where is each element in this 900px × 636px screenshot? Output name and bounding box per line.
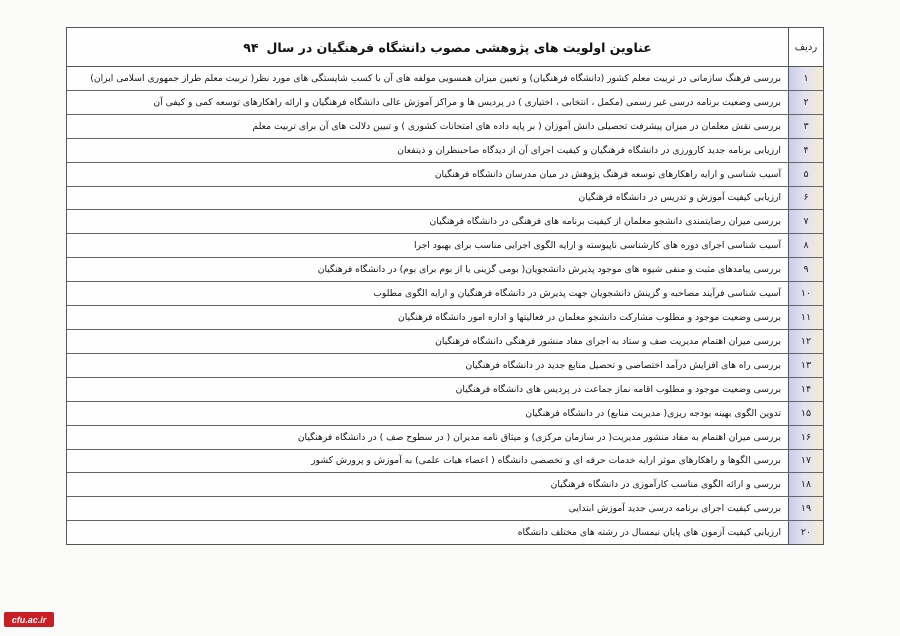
table-row [67, 426, 823, 450]
row-number: ۶ [788, 187, 823, 210]
row-number: ۱۵ [788, 402, 823, 425]
row-number: ۱۴ [788, 378, 823, 401]
row-number: ۳ [788, 115, 823, 138]
table-row [67, 521, 823, 544]
table-row [67, 210, 823, 234]
row-title: ارزيابی برنامه جديد كارورزی در دانشگاه فرهنگيان و كيفيت اجرای آن از ديدگاه صاحبنظران و ذينفعان [397, 144, 781, 156]
row-title: بررسی كيفيت اجرای برنامه درسی جديد آموزش ابتدايی [568, 503, 781, 515]
table-row [67, 354, 823, 378]
table-row [67, 115, 823, 139]
row-title: بررسی راه های افزايش درآمد اختصاصی و تحصيل منابع جديد در دانشگاه فرهنگيان [465, 359, 781, 371]
row-title: بررسی وضعيت برنامه درسی غير رسمی (مكمل ، انتخابی ، اختياری ) در پرديس ها و مراكز آموزش عالی دانشگاه فرهنگيان و ارائه راهكارهای توسعه كمی و كيفی آن [153, 96, 781, 108]
row-number: ۴ [788, 139, 823, 162]
row-title: بررسی وضعيت موجود و مطلوب اقامه نماز جماعت در پرديس های دانشگاه فرهنگيان [455, 383, 781, 395]
row-number: ۱۹ [788, 497, 823, 520]
row-title: ارزيابی كيفيت آموزش و تدريس در دانشگاه فرهنگيان [578, 192, 781, 204]
table-row [67, 139, 823, 163]
table-body [67, 67, 823, 544]
table-row [67, 450, 823, 474]
table-row [67, 258, 823, 282]
row-number: ۱۰ [788, 282, 823, 305]
number-column-header: رديف [788, 28, 823, 66]
table-row [67, 402, 823, 426]
table-row [67, 91, 823, 115]
row-number: ۹ [788, 258, 823, 281]
row-number: ۲۰ [788, 521, 823, 544]
row-title: بررسی فرهنگ سازمانی در تربيت معلم كشور (دانشگاه فرهنگيان) و تعيين ميزان همسويی مولفه های آن با كسب شايستگی های مورد نظر( تربيت معلم طراز جمهوری اسلامی ايران) [90, 72, 781, 84]
row-number: ۷ [788, 210, 823, 233]
table-row [67, 163, 823, 187]
table-row [67, 378, 823, 402]
website-badge[interactable]: cfu.ac.ir [4, 612, 54, 627]
row-number: ۱۸ [788, 473, 823, 496]
row-title: بررسی الگوها و راهكارهای موثر ارايه خدمات حرفه ای و تخصصی دانشگاه ( اعضاء هيات علمی) به آموزش و پرورش كشور [311, 455, 781, 467]
row-title: بررسی ميزان رضايتمندی دانشجو معلمان از كيفيت برنامه های فرهنگی در دانشگاه فرهنگيان [429, 216, 781, 228]
row-title: بررسی پيامدهای مثبت و منفی شيوه های موجود پذيرش دانشجويان( بومی گزينی يا از بوم برای بوم) در دانشگاه فرهنگيان [317, 264, 781, 276]
title-text: عناوين اولويت های پژوهشی مصوب دانشگاه فرهنگيان در سال [266, 39, 652, 55]
row-number: ۱۱ [788, 306, 823, 329]
row-number: ۱ [788, 67, 823, 90]
priorities-table [66, 27, 824, 545]
table-row [67, 67, 823, 91]
table-row [67, 234, 823, 258]
table-row [67, 330, 823, 354]
row-title: تدوين الگوی بهينه بودجه ريزی( مديريت منابع) در دانشگاه فرهنگيان [525, 407, 781, 419]
row-title: آسيب شناسی اجرای دوره های كارشناسی ناپيوسته و ارايه الگوی اجرايی مناسب برای بهبود اجرا [413, 240, 781, 252]
row-number: ۱۳ [788, 354, 823, 377]
row-title: بررسی وضعيت موجود و مطلوب مشاركت دانشجو معلمان در فعاليتها و اداره امور دانشگاه فرهنگيان [398, 312, 781, 324]
row-title: بررسی ميزان اهتمام مديريت صف و ستاد به اجرای مفاد منشور فرهنگی دانشگاه فرهنگيان [435, 335, 781, 347]
table-row [67, 282, 823, 306]
row-title: آسيب شناسی و ارايه راهكارهای توسعه فرهنگ پژوهش در ميان مدرسان دانشگاه فرهنگيان [434, 168, 781, 180]
row-number: ۱۲ [788, 330, 823, 353]
row-number: ۱۶ [788, 426, 823, 449]
row-number: ۲ [788, 91, 823, 114]
table-row [67, 187, 823, 211]
title-year: ۹۴ [243, 39, 259, 55]
row-number: ۸ [788, 234, 823, 257]
table-row [67, 306, 823, 330]
table-row [67, 473, 823, 497]
row-number: ۵ [788, 163, 823, 186]
row-title: بررسی ميزان اهتمام به مفاد منشور مديريت( در سازمان مركزی) و ميثاق نامه مديران ( در سطوح صف ) در دانشگاه فرهنگيان [297, 431, 781, 443]
row-title: بررسی و ارائه الگوی مناسب كارآموزی در دانشگاه فرهنگيان [550, 479, 781, 491]
table-title [67, 28, 788, 66]
table-row [67, 497, 823, 521]
row-title: بررسی نقش معلمان در ميزان پيشرفت تحصيلی دانش آموزان ( بر پايه داده های امتحانات كشوری ) و تبيين دلالت های آن برای تربيت معلم [252, 120, 781, 132]
table-header [67, 28, 823, 67]
row-number: ۱۷ [788, 450, 823, 473]
row-title: آسيب شناسی فرآيند مصاحبه و گزينش دانشجويان جهت پذيرش در دانشگاه فرهنگيان و ارايه الگوی مطلوب [373, 288, 781, 300]
row-title: ارزيابی كيفيت آزمون های پايان نيمسال در رشته های مختلف دانشگاه [517, 527, 781, 539]
